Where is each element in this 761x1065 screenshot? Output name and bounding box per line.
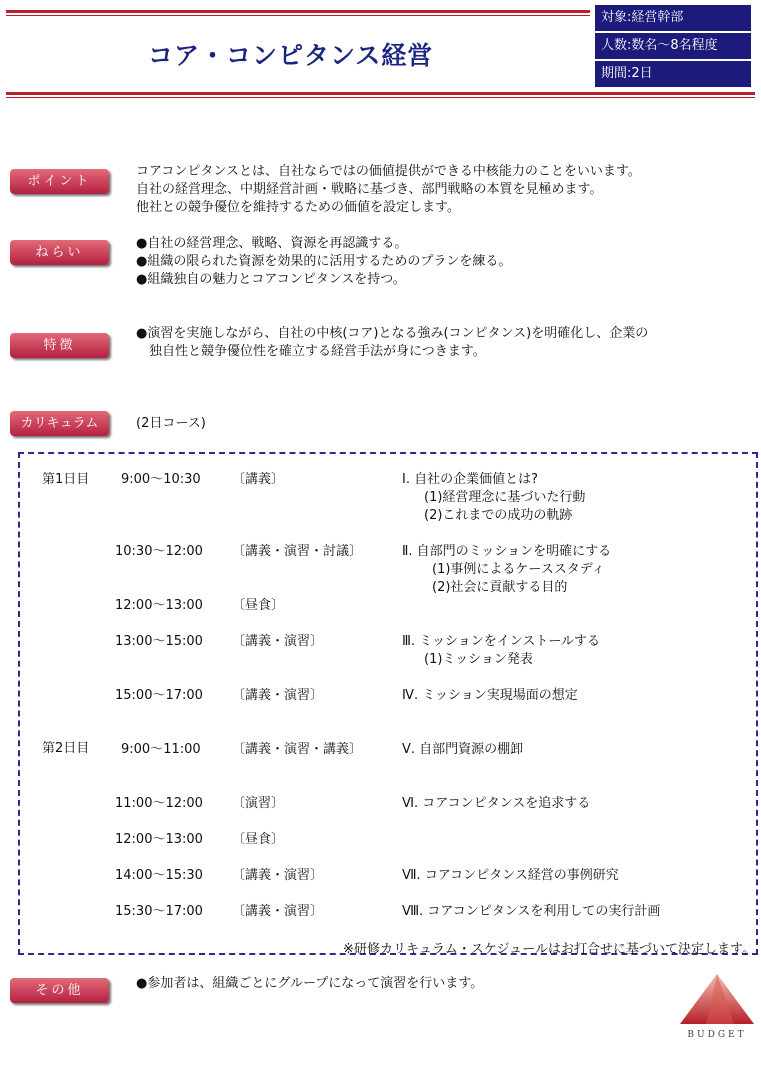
schedule-type: 〔講義・演習・講義〕 xyxy=(232,742,363,757)
schedule-type: 〔昼食〕 xyxy=(232,832,285,847)
info-target: 対象:経営幹部 xyxy=(595,5,751,31)
schedule-title: Ⅶ. コアコンピタンス経営の事例研究 xyxy=(402,868,619,883)
day1-label: 第1日目 xyxy=(42,472,90,487)
feature-text xyxy=(136,325,648,361)
aim-line: ●自社の経営理念、戦略、資源を再認識する。 xyxy=(136,236,408,251)
point-line: 自社の経営理念、中期経営計画・戦略に基づき、部門戦略の本質を見極めます。 xyxy=(136,182,603,197)
schedule-note: ※研修カリキュラム・スケジュールはお打合せに基づいて決定します。 xyxy=(343,942,755,957)
schedule-time: 10:30～12:00 xyxy=(115,544,203,559)
point-line: コアコンピタンスとは、自社ならではの価値提供ができる中核能力のことをいいます。 xyxy=(136,164,641,179)
schedule-type: 〔講義・演習〕 xyxy=(232,634,324,649)
schedule-time: 15:00～17:00 xyxy=(115,688,203,703)
aim-line: ●組織独自の魅力とコアコンピタンスを持つ。 xyxy=(136,272,406,287)
schedule-subitem: (2)社会に貢献する目的 xyxy=(432,580,568,595)
schedule-type: 〔講義・演習〕 xyxy=(232,904,324,919)
info-duration: 期間:2日 xyxy=(595,61,751,87)
schedule-subitem: (1)ミッション発表 xyxy=(424,652,533,667)
schedule-type: 〔演習〕 xyxy=(232,796,285,811)
point-text xyxy=(136,163,641,217)
aim-line: ●組織の限られた資源を効果的に活用するためのプランを練る。 xyxy=(136,254,512,269)
schedule-title: Ⅷ. コアコンピタンスを利用しての実行計画 xyxy=(402,904,661,919)
budget-logo-mark xyxy=(676,970,758,1026)
schedule-time: 11:00～12:00 xyxy=(115,796,203,811)
other-label: その他 xyxy=(10,978,109,1003)
budget-logo xyxy=(676,970,758,1042)
schedule-title: Ⅴ. 自部門資源の棚卸 xyxy=(402,742,524,757)
schedule-time: 15:30～17:00 xyxy=(115,904,203,919)
schedule-type: 〔講義〕 xyxy=(232,472,285,487)
curriculum-label: カリキュラム xyxy=(10,411,109,436)
schedule-time: 13:00～15:00 xyxy=(115,634,203,649)
schedule-subitem: (1)事例によるケーススタディ xyxy=(432,562,605,577)
point-label: ポイント xyxy=(10,169,109,194)
schedule-type: 〔昼食〕 xyxy=(232,598,285,613)
schedule-time: 12:00～13:00 xyxy=(115,598,203,613)
feature-line: 独自性と競争優位性を確立する経営手法が身につきます。 xyxy=(136,344,486,359)
budget-logo-text: BUDGET xyxy=(687,1030,747,1040)
schedule-type: 〔講義・演習〕 xyxy=(232,868,324,883)
aim-text xyxy=(136,235,511,289)
schedule-title: Ⅲ. ミッションをインストールする xyxy=(402,634,601,649)
feature-line: ●演習を実施しながら、自社の中核(コア)となる強み(コンピタンス)を明確化し、企業の xyxy=(136,326,649,341)
page-title: コア・コンピタンス経営 xyxy=(148,41,434,70)
schedule-subitem: (2)これまでの成功の軌跡 xyxy=(424,508,573,523)
point-line: 他社との競争優位を維持するための価値を設定します。 xyxy=(136,200,460,215)
schedule-subitem: (1)経営理念に基づいた行動 xyxy=(424,490,586,505)
header-top-rule-thin xyxy=(6,15,590,16)
schedule-time: 9:00～11:00 xyxy=(121,742,201,757)
header-bottom-rule-thin xyxy=(6,97,755,98)
schedule-time: 14:00～15:30 xyxy=(115,868,203,883)
header-bottom-rule xyxy=(6,92,755,95)
header-top-rule xyxy=(6,10,590,13)
schedule-type: 〔講義・演習〕 xyxy=(232,688,324,703)
day2-label: 第2日目 xyxy=(42,741,90,756)
schedule-type: 〔講義・演習・討議〕 xyxy=(232,544,363,559)
feature-label: 特徴 xyxy=(10,333,109,358)
schedule-title: Ⅵ. コアコンピタンスを追求する xyxy=(402,796,591,811)
schedule-title: Ⅰ. 自社の企業価値とは? xyxy=(402,472,538,487)
schedule-title: Ⅳ. ミッション実現場面の想定 xyxy=(402,688,578,703)
info-participants: 人数:数名～8名程度 xyxy=(595,33,751,59)
schedule-title: Ⅱ. 自部門のミッションを明確にする xyxy=(402,544,612,559)
curriculum-course: (2日コース) xyxy=(136,416,206,431)
schedule-time: 12:00～13:00 xyxy=(115,832,203,847)
other-line: ●参加者は、組織ごとにグループになって演習を行います。 xyxy=(136,976,484,991)
other-text xyxy=(136,975,483,993)
schedule-time: 9:00～10:30 xyxy=(121,472,201,487)
aim-label: ねらい xyxy=(10,240,109,265)
